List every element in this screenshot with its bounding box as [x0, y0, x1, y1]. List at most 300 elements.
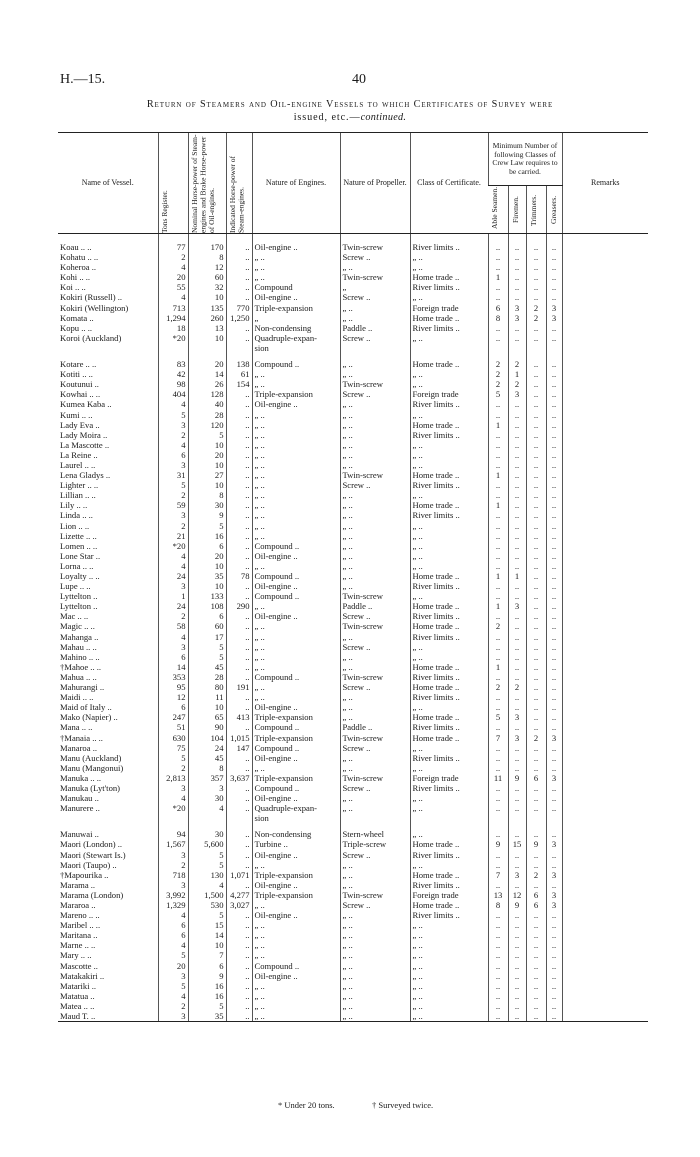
- col-propeller: Nature of Propeller.: [340, 133, 410, 234]
- trimmers: ..: [526, 823, 546, 839]
- greasers: ..: [546, 910, 562, 920]
- able-seamen: ..: [488, 591, 508, 601]
- nominal-hp: 4: [188, 880, 226, 890]
- firemen: ..: [508, 510, 526, 520]
- engine-type: „ ..: [252, 531, 340, 541]
- tons-register: 718: [158, 870, 188, 880]
- greasers: ..: [546, 234, 562, 253]
- table-row: [58, 839, 648, 849]
- vessel-name: Kokiri (Russell) ..: [60, 292, 123, 303]
- tons-register: 55: [158, 282, 188, 292]
- firemen: ..: [508, 1001, 526, 1011]
- engine-type: „ ..: [252, 981, 340, 991]
- engine-type: „ ..: [252, 621, 340, 631]
- remarks: [562, 611, 648, 621]
- tons-register: 3: [158, 880, 188, 890]
- certificate-class: „ ..: [410, 920, 488, 930]
- trimmers: ..: [526, 440, 546, 450]
- remarks: [562, 490, 648, 500]
- remarks: [562, 343, 648, 353]
- able-seamen: 1: [488, 571, 508, 581]
- nominal-hp: 27: [188, 470, 226, 480]
- greasers: ..: [546, 991, 562, 1001]
- tons-register: 2: [158, 252, 188, 262]
- greasers: ..: [546, 420, 562, 430]
- vessel-name: Kotare .. ..: [60, 359, 97, 370]
- propeller-type: Paddle ..: [340, 323, 410, 333]
- tons-register: 24: [158, 571, 188, 581]
- propeller-type: „ ..: [340, 460, 410, 470]
- remarks: [562, 702, 648, 712]
- indicated-hp: ..: [226, 531, 252, 541]
- propeller-type: „ ..: [340, 930, 410, 940]
- nominal-hp: 35: [188, 1011, 226, 1022]
- greasers: ..: [546, 389, 562, 399]
- tons-register: 5: [158, 950, 188, 960]
- nominal-hp: 8: [188, 763, 226, 773]
- greasers: ..: [546, 722, 562, 732]
- table-row: [58, 662, 648, 672]
- vessel-name: Lillian .. ..: [60, 490, 96, 501]
- greasers: ..: [546, 793, 562, 803]
- remarks: [562, 410, 648, 420]
- tons-register: 4: [158, 991, 188, 1001]
- firemen: ..: [508, 292, 526, 302]
- table-row: [58, 480, 648, 490]
- vessel-name: Maud T. ..: [58, 1011, 158, 1022]
- trimmers: 2: [526, 313, 546, 323]
- certificate-class: Foreign trade: [410, 773, 488, 783]
- certificate-class: River limits ..: [410, 399, 488, 409]
- vessel-name: †Mapourika ..: [60, 869, 109, 880]
- indicated-hp: 1,015: [226, 733, 252, 743]
- able-seamen: ..: [488, 450, 508, 460]
- firemen: ..: [508, 460, 526, 470]
- able-seamen: ..: [488, 642, 508, 652]
- tons-register: 5: [158, 480, 188, 490]
- greasers: ..: [546, 292, 562, 302]
- tons-register: 2: [158, 611, 188, 621]
- remarks: [562, 971, 648, 981]
- able-seamen: ..: [488, 541, 508, 551]
- firemen: ..: [508, 971, 526, 981]
- indicated-hp: ..: [226, 500, 252, 510]
- firemen: ..: [508, 521, 526, 531]
- engine-type: Oil-engine ..: [252, 292, 340, 302]
- engine-type: Oil-engine ..: [252, 234, 340, 253]
- greasers: ..: [546, 561, 562, 571]
- firemen: ..: [508, 490, 526, 500]
- propeller-type: Screw ..: [340, 682, 410, 692]
- firemen: ..: [508, 621, 526, 631]
- firemen: ..: [508, 272, 526, 282]
- trimmers: [526, 813, 546, 823]
- able-seamen: ..: [488, 722, 508, 732]
- vessel-name: Manu (Auckland): [60, 752, 122, 763]
- vessel-name: Manuka (Lyt'ton): [60, 782, 121, 793]
- indicated-hp: 61: [226, 369, 252, 379]
- firemen: ..: [508, 500, 526, 510]
- vessel-name: †Manaia .. ..: [60, 732, 103, 743]
- certificate-class: „ ..: [410, 793, 488, 803]
- able-seamen: ..: [488, 1011, 508, 1022]
- certificate-class: Home trade ..: [410, 712, 488, 722]
- propeller-type: „ ..: [340, 500, 410, 510]
- able-seamen: 2: [488, 621, 508, 631]
- vessel-name: Kokiri (Wellington): [60, 302, 129, 313]
- indicated-hp: ..: [226, 803, 252, 813]
- indicated-hp: ..: [226, 333, 252, 343]
- remarks: [562, 369, 648, 379]
- certificate-class: River limits ..: [410, 753, 488, 763]
- trimmers: ..: [526, 369, 546, 379]
- nominal-hp: [188, 813, 226, 823]
- table-row: [58, 410, 648, 420]
- table-row: [58, 430, 648, 440]
- indicated-hp: ..: [226, 672, 252, 682]
- certificate-class: „ ..: [410, 971, 488, 981]
- vessel-name: Mahau .. ..: [60, 641, 97, 652]
- trimmers: ..: [526, 490, 546, 500]
- able-seamen: 1: [488, 662, 508, 672]
- trimmers: ..: [526, 470, 546, 480]
- vessel-name: La Reine ..: [60, 449, 98, 460]
- tons-register: 58: [158, 621, 188, 631]
- certificate-class: Foreign trade: [410, 303, 488, 313]
- vessel-name: Maori (Taupo) ..: [60, 859, 117, 870]
- able-seamen: ..: [488, 940, 508, 950]
- able-seamen: 1: [488, 272, 508, 282]
- certificate-class: „ ..: [410, 410, 488, 420]
- remarks: [562, 753, 648, 763]
- able-seamen: ..: [488, 920, 508, 930]
- indicated-hp: ..: [226, 930, 252, 940]
- propeller-type: Screw ..: [340, 743, 410, 753]
- nominal-hp: 80: [188, 682, 226, 692]
- greasers: ..: [546, 611, 562, 621]
- trimmers: ..: [526, 389, 546, 399]
- remarks: [562, 712, 648, 722]
- indicated-hp: ..: [226, 541, 252, 551]
- nominal-hp: 14: [188, 930, 226, 940]
- able-seamen: ..: [488, 282, 508, 292]
- table-row: [58, 272, 648, 282]
- greasers: ..: [546, 531, 562, 541]
- vessel-name: Lyttelton ..: [60, 601, 98, 612]
- remarks: [562, 823, 648, 839]
- greasers: ..: [546, 981, 562, 991]
- tons-register: 4: [158, 551, 188, 561]
- remarks: [562, 793, 648, 803]
- engine-type: „ ..: [252, 950, 340, 960]
- trimmers: ..: [526, 611, 546, 621]
- firemen: ..: [508, 910, 526, 920]
- certificate-class: River limits ..: [410, 692, 488, 702]
- indicated-hp: ..: [226, 753, 252, 763]
- firemen: 3: [508, 870, 526, 880]
- indicated-hp: 3,637: [226, 773, 252, 783]
- able-seamen: ..: [488, 440, 508, 450]
- propeller-type: „ ..: [340, 420, 410, 430]
- engine-type: Oil-engine ..: [252, 581, 340, 591]
- vessel-name: Kopu .. ..: [60, 322, 92, 333]
- table-row: [58, 470, 648, 480]
- indicated-hp: ..: [226, 611, 252, 621]
- greasers: ..: [546, 672, 562, 682]
- engine-type: „ ..: [252, 460, 340, 470]
- tons-register: 3: [158, 971, 188, 981]
- propeller-type: „ ..: [340, 870, 410, 880]
- certificate-class: „ ..: [410, 940, 488, 950]
- certificate-class: „ ..: [410, 930, 488, 940]
- tons-register: 20: [158, 272, 188, 282]
- tons-register: 3: [158, 420, 188, 430]
- certificate-class: River limits ..: [410, 850, 488, 860]
- propeller-type: Twin-screw: [340, 272, 410, 282]
- remarks: [562, 450, 648, 460]
- tons-register: 42: [158, 369, 188, 379]
- trimmers: ..: [526, 722, 546, 732]
- trimmers: ..: [526, 420, 546, 430]
- vessel-name: Mareno .. ..: [60, 910, 100, 921]
- indicated-hp: 290: [226, 601, 252, 611]
- able-seamen: ..: [488, 753, 508, 763]
- table-row: [58, 399, 648, 409]
- indicated-hp: ..: [226, 722, 252, 732]
- able-seamen: 6: [488, 303, 508, 313]
- report-reference: H.—15.: [60, 72, 106, 87]
- table-row: [58, 672, 648, 682]
- vessel-name: Manukau ..: [60, 793, 99, 804]
- greasers: ..: [546, 753, 562, 763]
- engine-type: „ ..: [252, 420, 340, 430]
- nominal-hp: 6: [188, 611, 226, 621]
- nominal-hp: 16: [188, 991, 226, 1001]
- certificate-class: „ ..: [410, 743, 488, 753]
- engine-type: „ ..: [252, 652, 340, 662]
- firemen: ..: [508, 611, 526, 621]
- propeller-type: Triple-screw: [340, 839, 410, 849]
- table-row: [58, 551, 648, 561]
- indicated-hp: ..: [226, 860, 252, 870]
- greasers: [546, 813, 562, 823]
- tons-register: 24: [158, 601, 188, 611]
- able-seamen: ..: [488, 823, 508, 839]
- tons-register: *20: [158, 333, 188, 343]
- remarks: [562, 460, 648, 470]
- engine-type: „ ..: [252, 410, 340, 420]
- able-seamen: ..: [488, 702, 508, 712]
- trimmers: ..: [526, 652, 546, 662]
- engine-type: „ ..: [252, 561, 340, 571]
- indicated-hp: ..: [226, 551, 252, 561]
- vessel-name: Mako (Napier) ..: [60, 712, 118, 723]
- trimmers: ..: [526, 961, 546, 971]
- tons-register: 2,813: [158, 773, 188, 783]
- tons-register: 4: [158, 632, 188, 642]
- vessel-rows: [58, 234, 648, 1022]
- propeller-type: „ ..: [340, 763, 410, 773]
- tons-register: 14: [158, 662, 188, 672]
- greasers: ..: [546, 571, 562, 581]
- firemen: ..: [508, 234, 526, 253]
- nominal-hp: 30: [188, 793, 226, 803]
- remarks: [562, 389, 648, 399]
- tons-register: 5: [158, 410, 188, 420]
- firemen: ..: [508, 753, 526, 763]
- greasers: ..: [546, 323, 562, 333]
- engine-type: Quadruple-expan-: [252, 333, 340, 343]
- tons-register: 2: [158, 430, 188, 440]
- engine-type: „ ..: [252, 991, 340, 1001]
- engine-type: „ ..: [252, 510, 340, 520]
- able-seamen: ..: [488, 930, 508, 940]
- table-row: [58, 500, 648, 510]
- nominal-hp: 14: [188, 369, 226, 379]
- propeller-type: „ ..: [340, 712, 410, 722]
- able-seamen: ..: [488, 333, 508, 343]
- engine-type: Compound ..: [252, 783, 340, 793]
- certificate-class: River limits ..: [410, 234, 488, 253]
- engine-type: „ ..: [252, 860, 340, 870]
- certificate-class: „ ..: [410, 803, 488, 813]
- firemen: ..: [508, 652, 526, 662]
- remarks: [562, 870, 648, 880]
- indicated-hp: ..: [226, 272, 252, 282]
- indicated-hp: ..: [226, 783, 252, 793]
- propeller-type: „ ..: [340, 662, 410, 672]
- nominal-hp: 133: [188, 591, 226, 601]
- vessel-name: Manu (Mangonui): [60, 762, 124, 773]
- vessel-name: Kowhai .. ..: [60, 389, 101, 400]
- able-seamen: 1: [488, 500, 508, 510]
- table-row: [58, 313, 648, 323]
- nominal-hp: 30: [188, 500, 226, 510]
- trimmers: ..: [526, 353, 546, 369]
- propeller-type: „ ..: [340, 910, 410, 920]
- propeller-type: „ ..: [340, 561, 410, 571]
- vessel-name: Koau .. ..: [60, 242, 92, 252]
- tons-register: 2: [158, 763, 188, 773]
- propeller-type: „ ..: [340, 920, 410, 930]
- remarks: [562, 262, 648, 272]
- able-seamen: ..: [488, 323, 508, 333]
- propeller-type: „ ..: [340, 313, 410, 323]
- able-seamen: ..: [488, 950, 508, 960]
- propeller-type: „ ..: [340, 991, 410, 1001]
- indicated-hp: 191: [226, 682, 252, 692]
- remarks: [562, 323, 648, 333]
- certificate-class: River limits ..: [410, 783, 488, 793]
- engine-type: Triple-expansion: [252, 303, 340, 313]
- trimmers: ..: [526, 940, 546, 950]
- table-row: [58, 531, 648, 541]
- vessel-name: Lady Eva ..: [60, 419, 100, 430]
- nominal-hp: 60: [188, 621, 226, 631]
- firemen: ..: [508, 743, 526, 753]
- able-seamen: ..: [488, 1001, 508, 1011]
- able-seamen: ..: [488, 672, 508, 682]
- nominal-hp: 5: [188, 860, 226, 870]
- footnote-surveyed-twice: † Surveyed twice.: [372, 1100, 434, 1110]
- remarks: [562, 733, 648, 743]
- trimmers: ..: [526, 601, 546, 611]
- certificate-class: Home trade ..: [410, 420, 488, 430]
- able-seamen: ..: [488, 850, 508, 860]
- certificate-class: River limits ..: [410, 323, 488, 333]
- tons-register: 2: [158, 860, 188, 870]
- tons-register: 3: [158, 642, 188, 652]
- firemen: ..: [508, 991, 526, 1001]
- indicated-hp: ..: [226, 591, 252, 601]
- firemen: ..: [508, 470, 526, 480]
- table-row: [58, 420, 648, 430]
- firemen: ..: [508, 930, 526, 940]
- table-row: [58, 763, 648, 773]
- remarks: [562, 531, 648, 541]
- firemen: 3: [508, 303, 526, 313]
- vessel-name: Maori (London) ..: [60, 839, 123, 850]
- vessel-name: Mana .. ..: [60, 722, 93, 733]
- remarks: [562, 313, 648, 323]
- title-continued: continued.: [360, 112, 407, 123]
- trimmers: ..: [526, 510, 546, 520]
- vessel-name: Matatua ..: [60, 990, 95, 1001]
- nominal-hp: 12: [188, 262, 226, 272]
- indicated-hp: ..: [226, 961, 252, 971]
- vessel-name: Magic .. ..: [60, 621, 95, 632]
- propeller-type: Twin-screw: [340, 733, 410, 743]
- greasers: 3: [546, 900, 562, 910]
- table-row: [58, 440, 648, 450]
- propeller-type: Twin-screw: [340, 234, 410, 253]
- tons-register: 247: [158, 712, 188, 722]
- table-row: [58, 353, 648, 369]
- vessel-name: Mahanga ..: [60, 631, 99, 642]
- remarks: [562, 991, 648, 1001]
- firemen: 2: [508, 353, 526, 369]
- greasers: ..: [546, 712, 562, 722]
- engine-type: „ ..: [252, 632, 340, 642]
- engine-type: „ ..: [252, 500, 340, 510]
- certificate-class: „ ..: [410, 541, 488, 551]
- remarks: [562, 292, 648, 302]
- certificate-class: River limits ..: [410, 581, 488, 591]
- certificate-class: „ ..: [410, 860, 488, 870]
- propeller-type: Screw ..: [340, 389, 410, 399]
- certificate-class: Home trade ..: [410, 621, 488, 631]
- indicated-hp: ..: [226, 430, 252, 440]
- remarks: [562, 561, 648, 571]
- table-row: [58, 561, 648, 571]
- propeller-type: „ ..: [340, 571, 410, 581]
- firemen: 1: [508, 571, 526, 581]
- greasers: ..: [546, 399, 562, 409]
- col-greasers: Greasers.: [546, 186, 562, 234]
- trimmers: ..: [526, 930, 546, 940]
- greasers: ..: [546, 262, 562, 272]
- trimmers: ..: [526, 682, 546, 692]
- engine-type: Turbine ..: [252, 839, 340, 849]
- engine-type: Oil-engine ..: [252, 910, 340, 920]
- trimmers: ..: [526, 450, 546, 460]
- trimmers: ..: [526, 850, 546, 860]
- nominal-hp: 13: [188, 323, 226, 333]
- propeller-type: Screw ..: [340, 642, 410, 652]
- able-seamen: 1: [488, 601, 508, 611]
- vessel-name: Mac .. ..: [60, 611, 89, 622]
- tons-register: 5: [158, 981, 188, 991]
